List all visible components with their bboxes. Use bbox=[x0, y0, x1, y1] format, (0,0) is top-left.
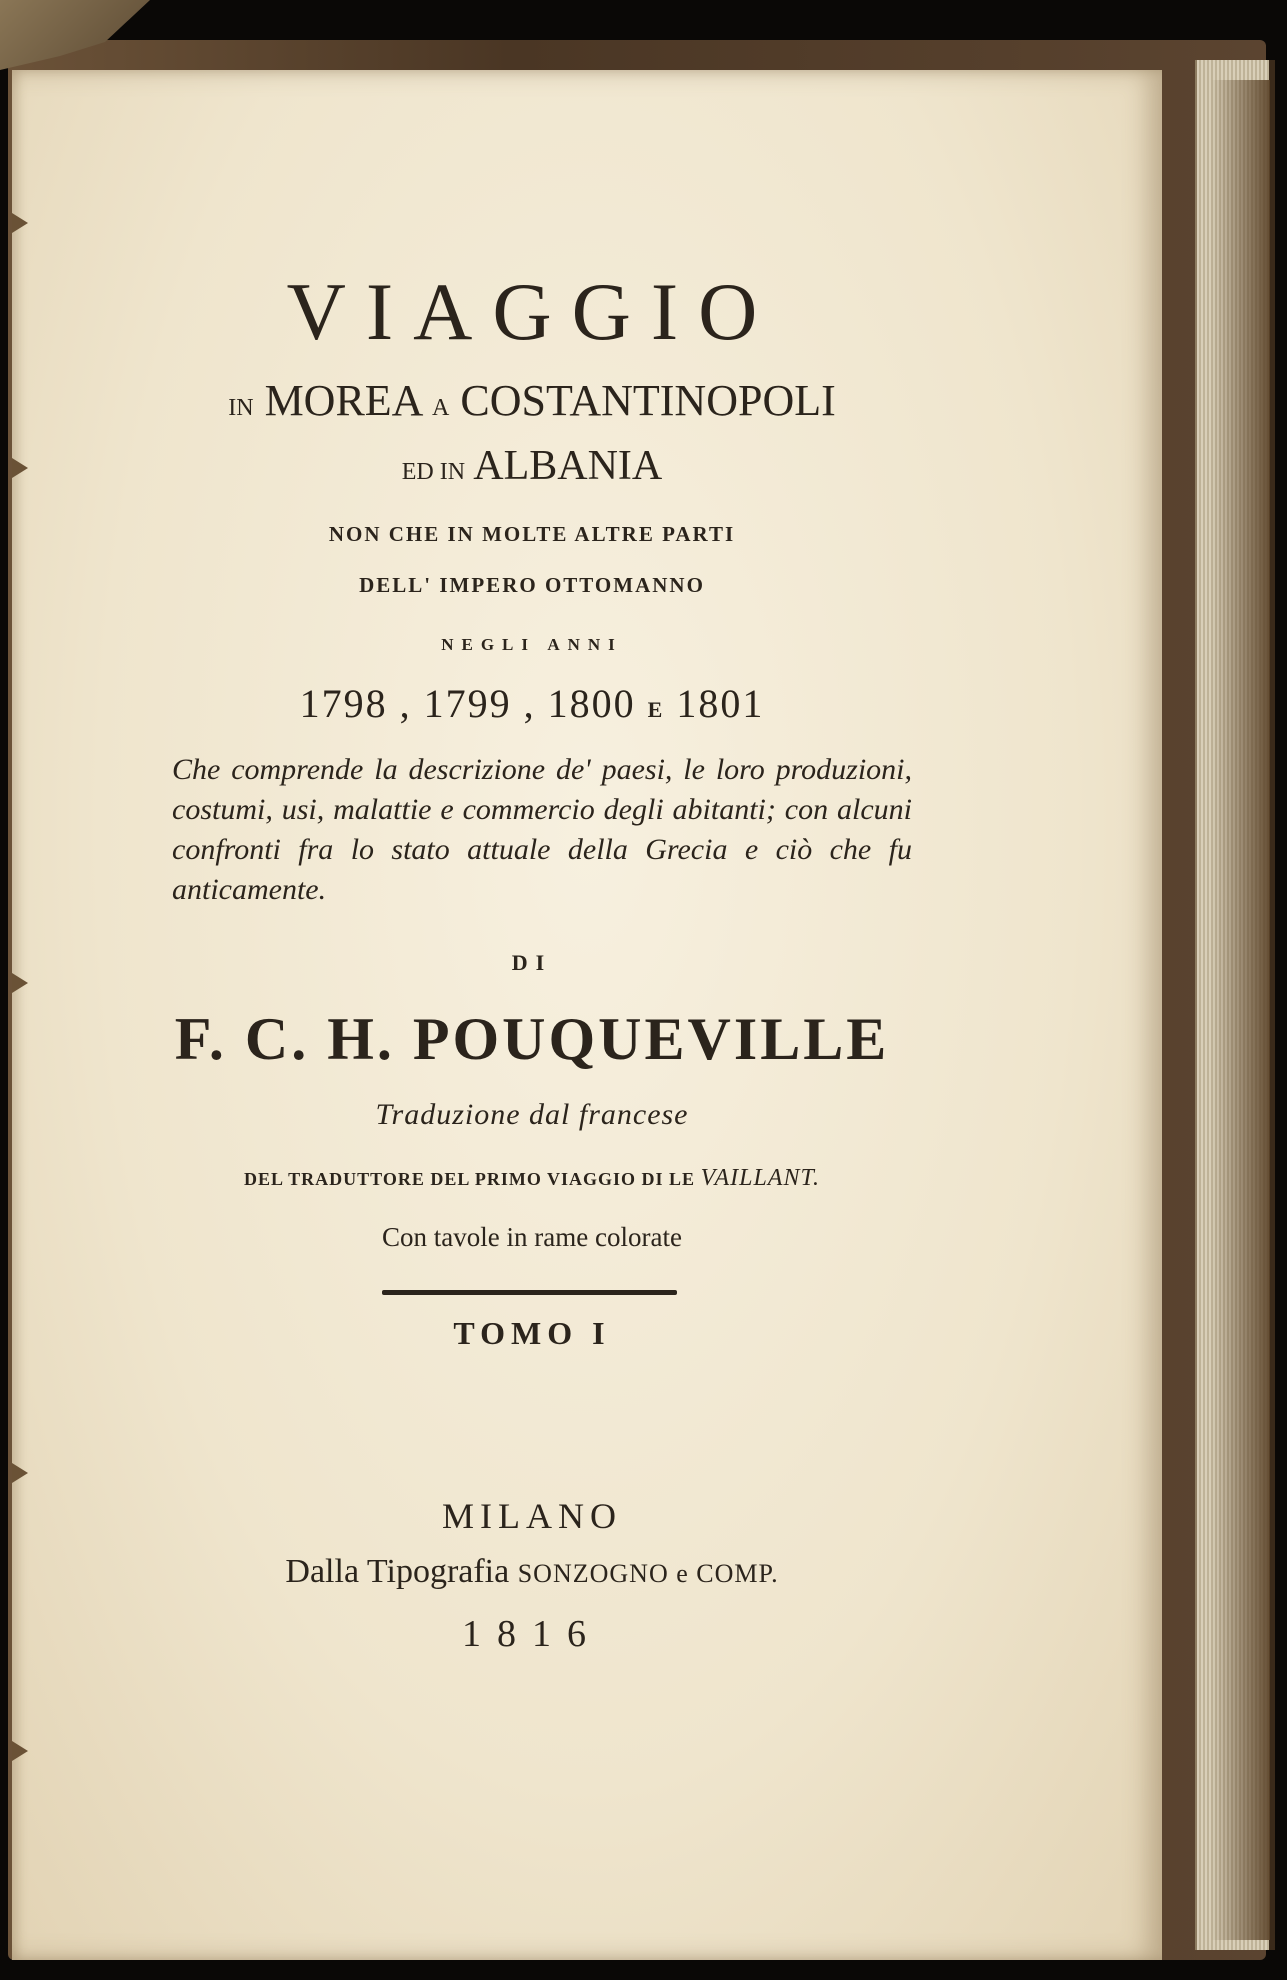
subtitle-prefix: IN bbox=[228, 395, 254, 421]
translation-note: Traduzione dal francese bbox=[375, 1098, 689, 1131]
printer-name: SONZOGNO e COMP. bbox=[517, 1559, 779, 1588]
imprint-city: MILANO bbox=[442, 1496, 622, 1536]
title: VIAGGIO bbox=[286, 266, 778, 357]
plates-note: Con tavole in rame colorate bbox=[382, 1222, 682, 1252]
translator-line bbox=[12, 1165, 1052, 1192]
subtitle-line-2 bbox=[12, 442, 1052, 490]
years-part-2: 1801 bbox=[676, 681, 765, 726]
sewing-tab bbox=[12, 210, 34, 236]
subtitle-ed-in: ED IN bbox=[401, 459, 466, 485]
years-conjunction: E bbox=[647, 697, 665, 722]
cover-edge bbox=[1210, 80, 1270, 1940]
divider-rule bbox=[382, 1290, 677, 1295]
title-page bbox=[12, 70, 1162, 1960]
subtitle-line-4: DELL' IMPERO OTTOMANNO bbox=[359, 573, 705, 597]
subtitle-albania: ALBANIA bbox=[473, 443, 663, 489]
translator-name: VAILLANT. bbox=[700, 1165, 821, 1191]
subtitle-morea: MOREA bbox=[264, 376, 422, 425]
subtitle-a: A bbox=[432, 395, 450, 421]
printer-prefix: Dalla Tipografia bbox=[285, 1553, 510, 1590]
volume: TOMO I bbox=[453, 1315, 611, 1351]
negli-anni: NEGLI ANNI bbox=[441, 635, 623, 654]
by-label: DI bbox=[511, 950, 553, 975]
years bbox=[12, 680, 1052, 727]
sewing-tab bbox=[12, 1460, 34, 1486]
imprint-year: 1816 bbox=[462, 1613, 602, 1655]
translator-text: DEL TRADUTTORE DEL PRIMO VIAGGIO DI LE bbox=[243, 1169, 696, 1189]
author: F. C. H. POUQUEVILLE bbox=[174, 1006, 890, 1072]
subtitle-city: COSTANTINOPOLI bbox=[460, 376, 836, 425]
subtitle-line-3: NON CHE IN MOLTE ALTRE PARTI bbox=[328, 522, 736, 546]
years-part-1: 1798 , 1799 , 1800 bbox=[299, 681, 636, 726]
imprint-printer bbox=[12, 1553, 1052, 1591]
sewing-tab bbox=[12, 1738, 34, 1764]
description: Che comprende la descrizione de' paesi, le loro produzioni, costumi, usi, malattie e commercio degli abitanti; con alcuni confronti fra lo stato attuale della Grecia e ciò che fu anticamente. bbox=[172, 753, 912, 906]
subtitle-line-1 bbox=[12, 375, 1052, 426]
